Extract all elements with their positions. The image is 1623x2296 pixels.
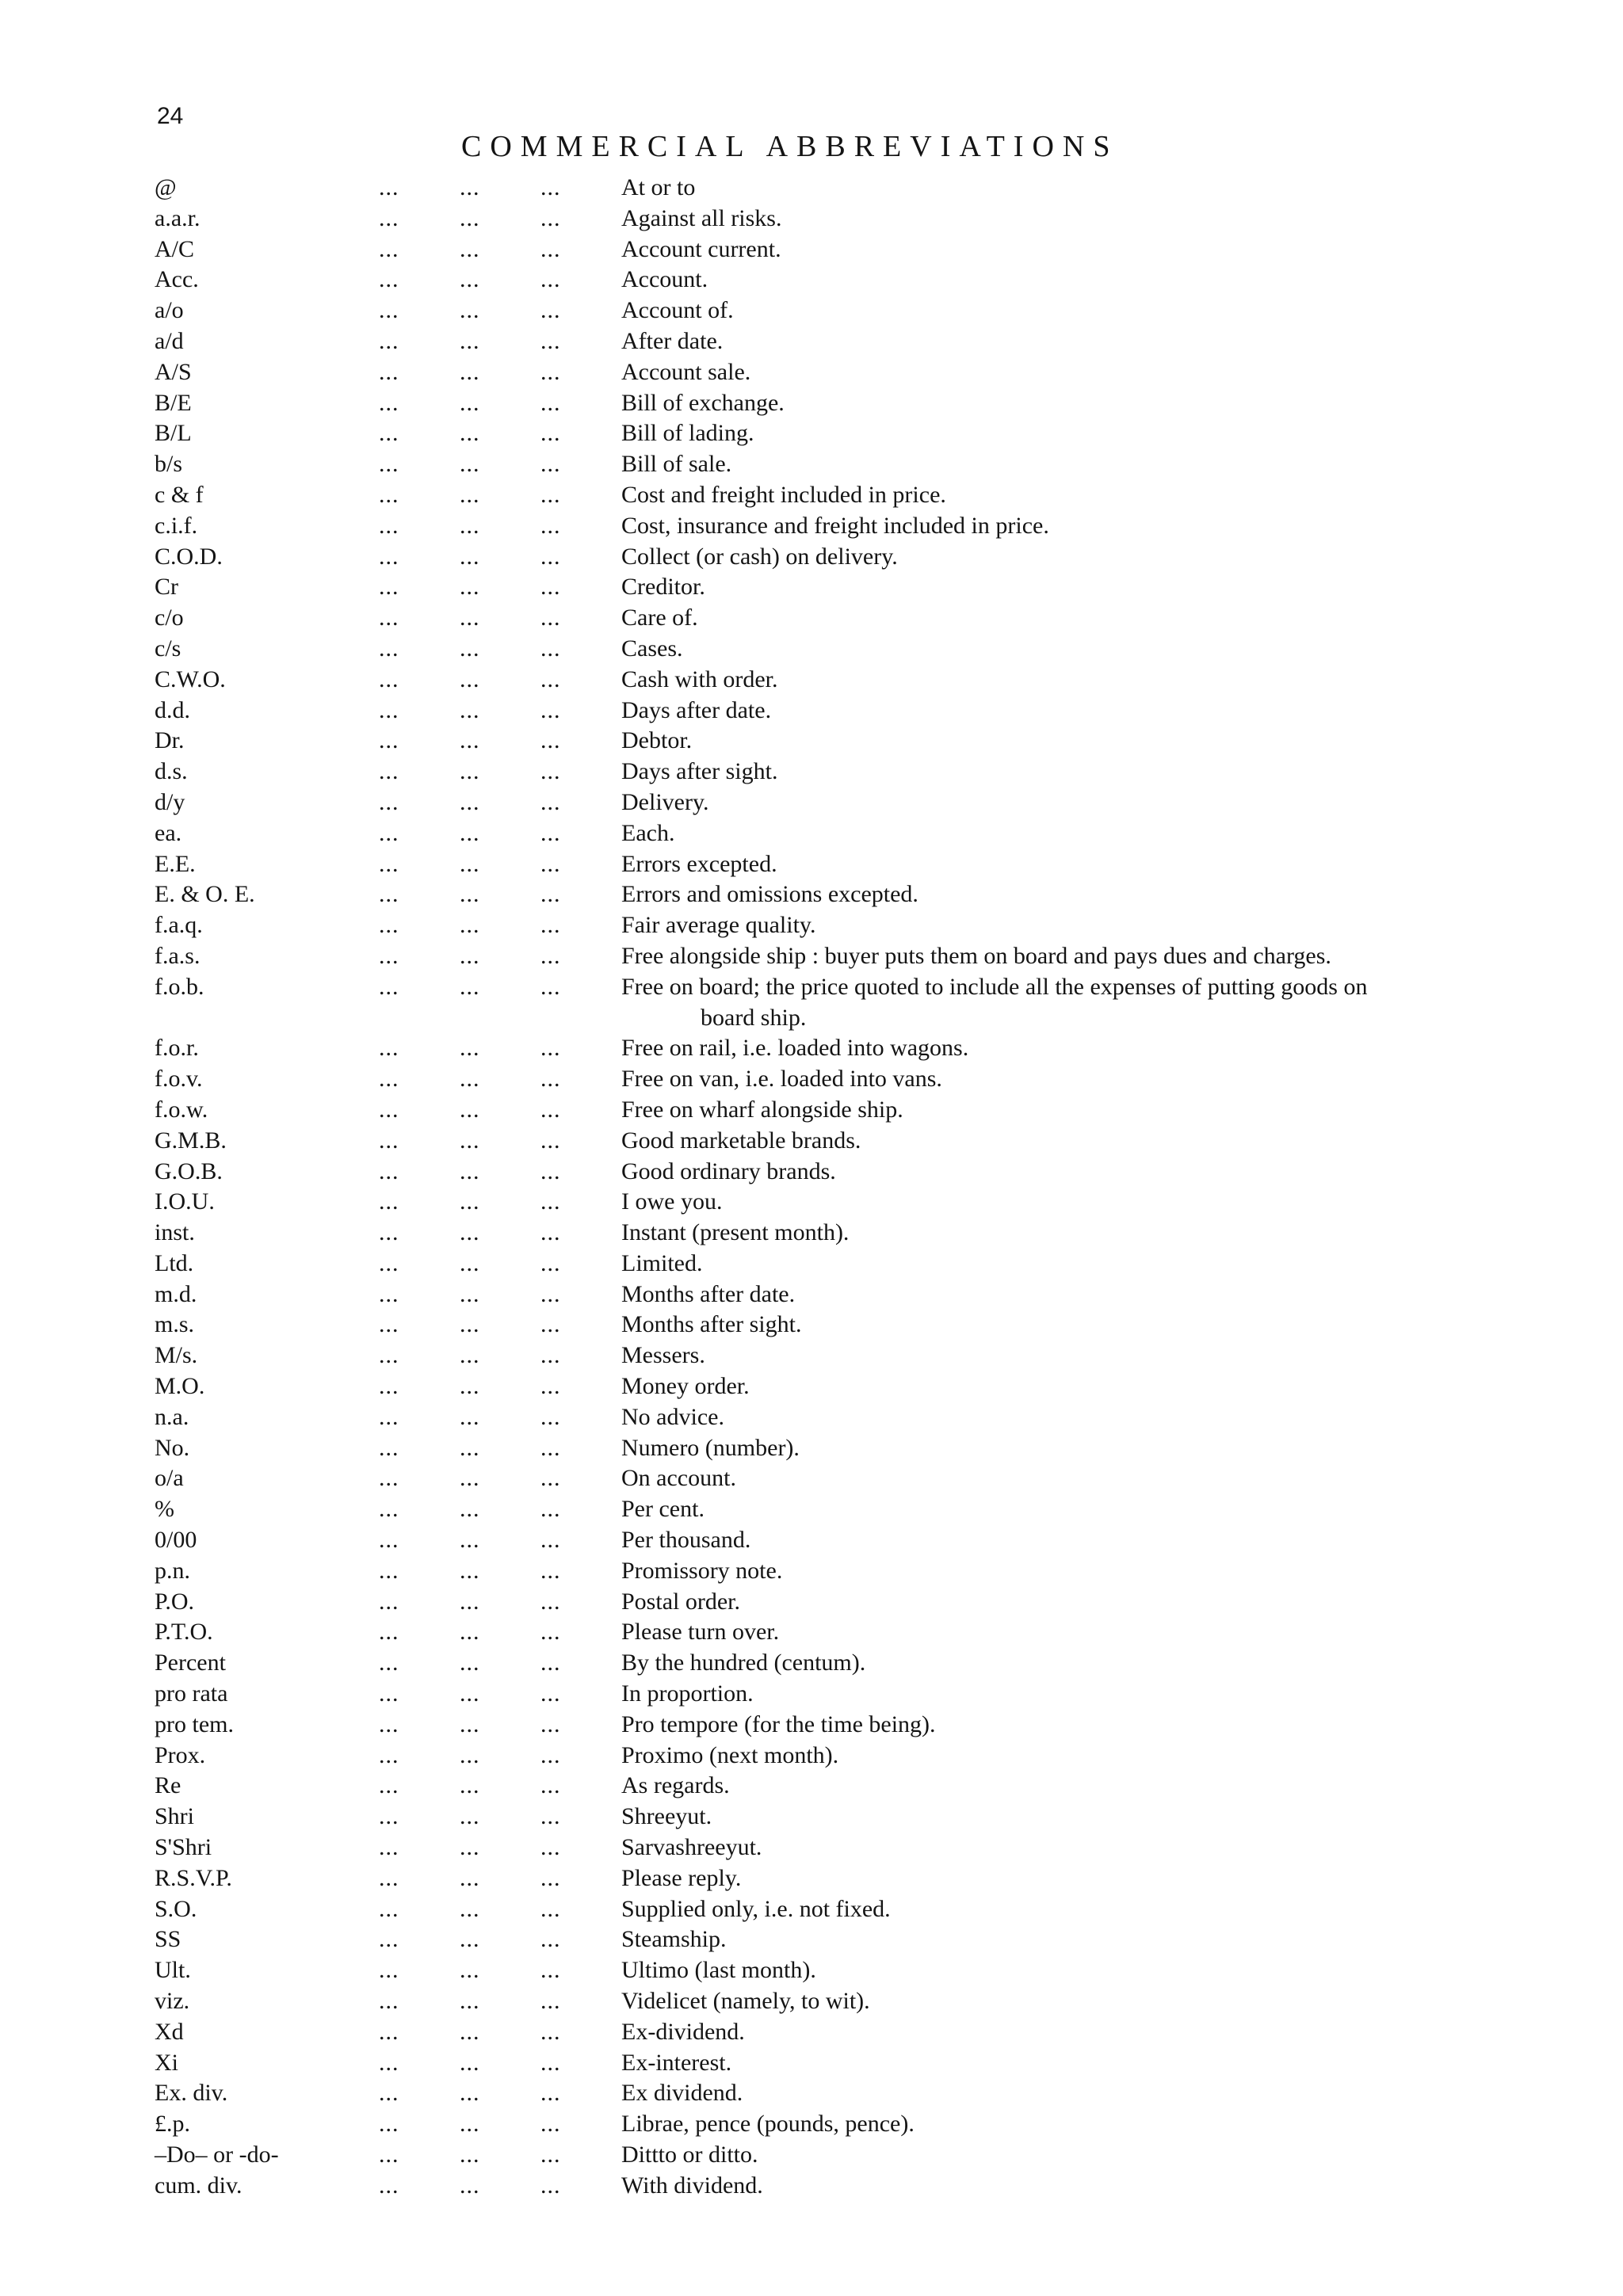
meaning: Free on board; the price quoted to include all the expenses of putting goods on board ship. (621, 972, 1549, 1034)
abbreviation: Cr (155, 574, 178, 601)
meaning: At or to (621, 174, 696, 200)
abbreviation: A/C (155, 235, 195, 262)
list-item (0, 2017, 1623, 2048)
dot-leader: ... ... ... (379, 389, 561, 416)
dot-leader: ... ... ... (379, 1249, 561, 1276)
meaning: Shreeyut. (621, 1803, 712, 1830)
dot-leader: ... ... ... (379, 666, 561, 692)
meaning: Per thousand. (621, 1527, 751, 1554)
meaning: Collect (or cash) on delivery. (621, 543, 898, 570)
abbreviation: c & f (155, 481, 204, 508)
meaning: Fair average quality. (621, 912, 816, 939)
list-item (0, 1679, 1623, 1710)
list-item (0, 879, 1623, 910)
meaning-continuation: board ship. (701, 1004, 807, 1031)
dot-leader: ... ... ... (379, 1803, 561, 1830)
list-item (0, 418, 1623, 449)
meaning: Against all risks. (621, 204, 782, 231)
abbreviation: Dr. (155, 727, 185, 754)
abbreviation: M.O. (155, 1373, 205, 1400)
meaning: Delivery. (621, 788, 709, 815)
meaning: Months after date. (621, 1280, 796, 1307)
list-item (0, 1341, 1623, 1371)
list-item (0, 204, 1623, 235)
meaning: Instant (present month). (621, 1219, 850, 1246)
dot-leader: ... ... ... (379, 1066, 561, 1093)
dot-leader: ... ... ... (379, 605, 561, 631)
abbreviation: ea. (155, 819, 182, 846)
list-item (0, 265, 1623, 296)
list-item (0, 173, 1623, 204)
list-item (0, 634, 1623, 665)
list-item (0, 449, 1623, 480)
meaning: On account. (621, 1465, 736, 1492)
dot-leader: ... ... ... (379, 543, 561, 570)
list-item (0, 357, 1623, 388)
abbreviation: G.O.B. (155, 1158, 223, 1184)
meaning: Videlicet (namely, to wit). (621, 1988, 870, 2015)
dot-leader: ... ... ... (379, 850, 561, 877)
meaning: Supplied only, i.e. not fixed. (621, 1895, 891, 1922)
abbreviation: Acc. (155, 266, 199, 293)
dot-leader: ... ... ... (379, 1988, 561, 2015)
dot-leader: ... ... ... (379, 1834, 561, 1861)
abbreviation: Ult. (155, 1957, 191, 1984)
dot-leader: ... ... ... (379, 635, 561, 662)
list-item (0, 1741, 1623, 1772)
list-item (0, 1126, 1623, 1157)
dot-leader: ... ... ... (379, 297, 561, 324)
list-item (0, 818, 1623, 849)
abbreviation: A/S (155, 358, 192, 385)
meaning: Postal order. (621, 1588, 740, 1615)
list-item (0, 1433, 1623, 1464)
list-item (0, 2078, 1623, 2109)
abbreviation: pro rata (155, 1680, 228, 1707)
list-item (0, 665, 1623, 696)
dot-leader: ... ... ... (379, 1772, 561, 1799)
abbreviation: E.E. (155, 850, 196, 877)
list-item (0, 2048, 1623, 2079)
abbreviation: E. & O. E. (155, 881, 255, 908)
dot-leader: ... ... ... (379, 1127, 561, 1154)
list-item (0, 388, 1623, 419)
meaning: Ex dividend. (621, 2080, 743, 2107)
list-item (0, 726, 1623, 757)
dot-leader: ... ... ... (379, 1219, 561, 1246)
meaning: Ex-interest. (621, 2049, 732, 2076)
meaning: Good marketable brands. (621, 1127, 861, 1154)
abbreviation: G.M.B. (155, 1127, 227, 1154)
abbreviation: % (155, 1496, 174, 1523)
meaning: Account of. (621, 297, 734, 324)
list-item (0, 2171, 1623, 2202)
meaning: Cases. (621, 635, 683, 662)
list-item (0, 1556, 1623, 1587)
abbreviation: P.O. (155, 1588, 195, 1615)
dot-leader: ... ... ... (379, 1864, 561, 1891)
abbreviation: £.p. (155, 2111, 190, 2138)
dot-leader: ... ... ... (379, 1741, 561, 1768)
dot-leader: ... ... ... (379, 204, 561, 231)
meaning: Sarvashreeyut. (621, 1834, 762, 1861)
dot-leader: ... ... ... (379, 1650, 561, 1676)
meaning: Debtor. (621, 727, 693, 754)
abbreviation: f.o.w. (155, 1096, 208, 1123)
dot-leader: ... ... ... (379, 2172, 561, 2199)
meaning: Steamship. (621, 1926, 727, 1953)
dot-leader: ... ... ... (379, 1465, 561, 1492)
dot-leader: ... ... ... (379, 327, 561, 354)
abbreviation: c.i.f. (155, 512, 198, 539)
meaning: Messers. (621, 1342, 705, 1369)
meaning: Good ordinary brands. (621, 1158, 836, 1184)
meaning: Please turn over. (621, 1619, 780, 1646)
dot-leader: ... ... ... (379, 2111, 561, 2138)
dot-leader: ... ... ... (379, 1158, 561, 1184)
meaning: Free on wharf alongside ship. (621, 1096, 903, 1123)
meaning: Free on rail, i.e. loaded into wagons. (621, 1035, 969, 1062)
dot-leader: ... ... ... (379, 574, 561, 601)
abbreviation: No. (155, 1434, 190, 1461)
meaning: No advice. (621, 1403, 724, 1430)
abbreviation: m.d. (155, 1280, 197, 1307)
meaning: Creditor. (621, 574, 705, 601)
abbreviation: b/s (155, 451, 183, 478)
list-item (0, 1371, 1623, 1402)
list-item (0, 1617, 1623, 1648)
list-item (0, 1587, 1623, 1618)
abbreviation: M/s. (155, 1342, 198, 1369)
abbreviation: Xd (155, 2018, 184, 2045)
meaning: Each. (621, 819, 675, 846)
list-item (0, 1924, 1623, 1955)
list-item (0, 1955, 1623, 1986)
meaning: Account. (621, 266, 708, 293)
meaning: Free on van, i.e. loaded into vans. (621, 1066, 942, 1093)
list-item (0, 1280, 1623, 1310)
list-item (0, 1310, 1623, 1341)
meaning: Bill of sale. (621, 451, 732, 478)
abbreviation: Xi (155, 2049, 178, 2076)
meaning: Cost and freight included in price. (621, 481, 946, 508)
list-item (0, 1833, 1623, 1863)
meaning: Cost, insurance and freight included in price. (621, 512, 1049, 539)
dot-leader: ... ... ... (379, 973, 561, 1000)
list-item (0, 910, 1623, 941)
dot-leader: ... ... ... (379, 1280, 561, 1307)
abbreviation: B/E (155, 389, 192, 416)
dot-leader: ... ... ... (379, 1680, 561, 1707)
list-item (0, 1648, 1623, 1679)
dot-leader: ... ... ... (379, 1619, 561, 1646)
dot-leader: ... ... ... (379, 696, 561, 723)
meaning: Months after sight. (621, 1311, 802, 1338)
abbreviation: f.o.v. (155, 1066, 203, 1093)
meaning: Ultimo (last month). (621, 1957, 816, 1984)
meaning: By the hundred (centum). (621, 1650, 866, 1676)
list-item (0, 1710, 1623, 1741)
list-item (0, 849, 1623, 880)
abbreviation: –Do– or -do- (155, 2142, 279, 2168)
list-item (0, 1771, 1623, 1802)
abbreviation: SS (155, 1926, 181, 1953)
meaning: Librae, pence (pounds, pence). (621, 2111, 915, 2138)
dot-leader: ... ... ... (379, 942, 561, 969)
abbreviation: f.a.s. (155, 942, 200, 969)
abbreviation: Shri (155, 1803, 195, 1830)
abbreviation: c/o (155, 605, 184, 631)
meaning: Per cent. (621, 1496, 705, 1523)
list-item (0, 511, 1623, 542)
abbreviation: cum. div. (155, 2172, 242, 2199)
dot-leader: ... ... ... (379, 266, 561, 293)
meaning: Proximo (next month). (621, 1741, 839, 1768)
dot-leader: ... ... ... (379, 1403, 561, 1430)
list-item (0, 326, 1623, 357)
list-item (0, 2140, 1623, 2171)
dot-leader: ... ... ... (379, 420, 561, 447)
meaning: Limited. (621, 1249, 703, 1276)
list-item (0, 480, 1623, 511)
meaning: Errors excepted. (621, 850, 777, 877)
meaning: Bill of lading. (621, 420, 754, 447)
abbreviation: B/L (155, 420, 192, 447)
abbreviation: m.s. (155, 1311, 195, 1338)
dot-leader: ... ... ... (379, 2049, 561, 2076)
dot-leader: ... ... ... (379, 1373, 561, 1400)
dot-leader: ... ... ... (379, 1434, 561, 1461)
list-item (0, 296, 1623, 326)
dot-leader: ... ... ... (379, 1496, 561, 1523)
abbreviation: Ex. div. (155, 2080, 228, 2107)
dot-leader: ... ... ... (379, 174, 561, 200)
dot-leader: ... ... ... (379, 758, 561, 785)
meaning: After date. (621, 327, 724, 354)
list-item (0, 1802, 1623, 1833)
abbreviation: 0/00 (155, 1527, 197, 1554)
dot-leader: ... ... ... (379, 1557, 561, 1584)
dot-leader: ... ... ... (379, 912, 561, 939)
abbreviation: pro tem. (155, 1711, 234, 1737)
list-item (0, 1463, 1623, 1494)
list-item (0, 1187, 1623, 1218)
abbreviation: f.a.q. (155, 912, 203, 939)
abbreviation: @ (155, 174, 177, 200)
dot-leader: ... ... ... (379, 819, 561, 846)
dot-leader: ... ... ... (379, 1711, 561, 1737)
abbreviation: a.a.r. (155, 204, 200, 231)
page-number: 24 (157, 103, 184, 129)
meaning: As regards. (621, 1772, 730, 1799)
abbreviation: inst. (155, 1219, 195, 1246)
dot-leader: ... ... ... (379, 1527, 561, 1554)
list-item (0, 1402, 1623, 1433)
meaning: Dittto or ditto. (621, 2142, 758, 2168)
dot-leader: ... ... ... (379, 451, 561, 478)
list-item (0, 1064, 1623, 1095)
dot-leader: ... ... ... (379, 2080, 561, 2107)
dot-leader: ... ... ... (379, 1926, 561, 1953)
abbreviation: d/y (155, 788, 185, 815)
list-item (0, 1986, 1623, 2017)
abbreviation: a/o (155, 297, 184, 324)
abbreviation: C.W.O. (155, 666, 226, 692)
dot-leader: ... ... ... (379, 358, 561, 385)
list-item (0, 1863, 1623, 1894)
meaning: Days after sight. (621, 758, 778, 785)
dot-leader: ... ... ... (379, 1096, 561, 1123)
list-item (0, 1157, 1623, 1188)
abbreviation: S.O. (155, 1895, 197, 1922)
meaning: Money order. (621, 1373, 750, 1400)
dot-leader: ... ... ... (379, 481, 561, 508)
meaning: Ex-dividend. (621, 2018, 745, 2045)
list-item (0, 788, 1623, 818)
meaning: Days after date. (621, 696, 772, 723)
meaning: In proportion. (621, 1680, 754, 1707)
abbreviation: n.a. (155, 1403, 189, 1430)
list-item (0, 1249, 1623, 1280)
dot-leader: ... ... ... (379, 2142, 561, 2168)
list-item (0, 235, 1623, 265)
abbreviation: d.d. (155, 696, 190, 723)
abbreviation: p.n. (155, 1557, 190, 1584)
dot-leader: ... ... ... (379, 512, 561, 539)
dot-leader: ... ... ... (379, 881, 561, 908)
meaning: Account current. (621, 235, 781, 262)
list-item (0, 696, 1623, 727)
abbreviation: S'Shri (155, 1834, 212, 1861)
abbreviation: R.S.V.P. (155, 1864, 232, 1891)
dot-leader: ... ... ... (379, 235, 561, 262)
meaning: Promissory note. (621, 1557, 783, 1584)
abbreviation: c/s (155, 635, 181, 662)
dot-leader: ... ... ... (379, 1311, 561, 1338)
meaning: Numero (number). (621, 1434, 800, 1461)
abbreviation: viz. (155, 1988, 190, 2015)
list-item (0, 1095, 1623, 1126)
list-item (0, 1218, 1623, 1249)
dot-leader: ... ... ... (379, 788, 561, 815)
list-item (0, 1494, 1623, 1525)
list-item (0, 572, 1623, 603)
list-item (0, 603, 1623, 634)
list-item (0, 2109, 1623, 2140)
list-item (0, 1525, 1623, 1556)
list-item (0, 972, 1623, 1034)
dot-leader: ... ... ... (379, 1035, 561, 1062)
abbreviation: f.o.r. (155, 1035, 199, 1062)
dot-leader: ... ... ... (379, 1188, 561, 1215)
list-item (0, 1033, 1623, 1064)
page-title: COMMERCIAL ABBREVIATIONS (461, 130, 1119, 163)
meaning: Please reply. (621, 1864, 742, 1891)
meaning: Cash with order. (621, 666, 778, 692)
dot-leader: ... ... ... (379, 1342, 561, 1369)
meaning: Bill of exchange. (621, 389, 785, 416)
abbreviation: C.O.D. (155, 543, 223, 570)
list-item (0, 757, 1623, 788)
dot-leader: ... ... ... (379, 727, 561, 754)
list-item (0, 542, 1623, 573)
dot-leader: ... ... ... (379, 2018, 561, 2045)
meaning: Care of. (621, 605, 698, 631)
abbreviation: P.T.O. (155, 1619, 213, 1646)
abbreviation: Percent (155, 1650, 226, 1676)
dot-leader: ... ... ... (379, 1895, 561, 1922)
meaning: Free alongside ship : buyer puts them on board and pays dues and charges. (621, 942, 1331, 969)
meaning: I owe you. (621, 1188, 723, 1215)
abbreviation: Ltd. (155, 1249, 194, 1276)
dot-leader: ... ... ... (379, 1588, 561, 1615)
abbreviation: Re (155, 1772, 181, 1799)
meaning: Account sale. (621, 358, 751, 385)
list-item (0, 941, 1623, 972)
abbreviation: I.O.U. (155, 1188, 215, 1215)
abbreviation: Prox. (155, 1741, 206, 1768)
abbreviation: a/d (155, 327, 184, 354)
abbreviation: o/a (155, 1465, 184, 1492)
meaning: Errors and omissions excepted. (621, 881, 918, 908)
abbreviation: d.s. (155, 758, 188, 785)
list-item (0, 1894, 1623, 1925)
dot-leader: ... ... ... (379, 1957, 561, 1984)
meaning: With dividend. (621, 2172, 763, 2199)
meaning: Pro tempore (for the time being). (621, 1711, 936, 1737)
abbreviation-list (0, 173, 1623, 2202)
abbreviation: f.o.b. (155, 973, 204, 1000)
